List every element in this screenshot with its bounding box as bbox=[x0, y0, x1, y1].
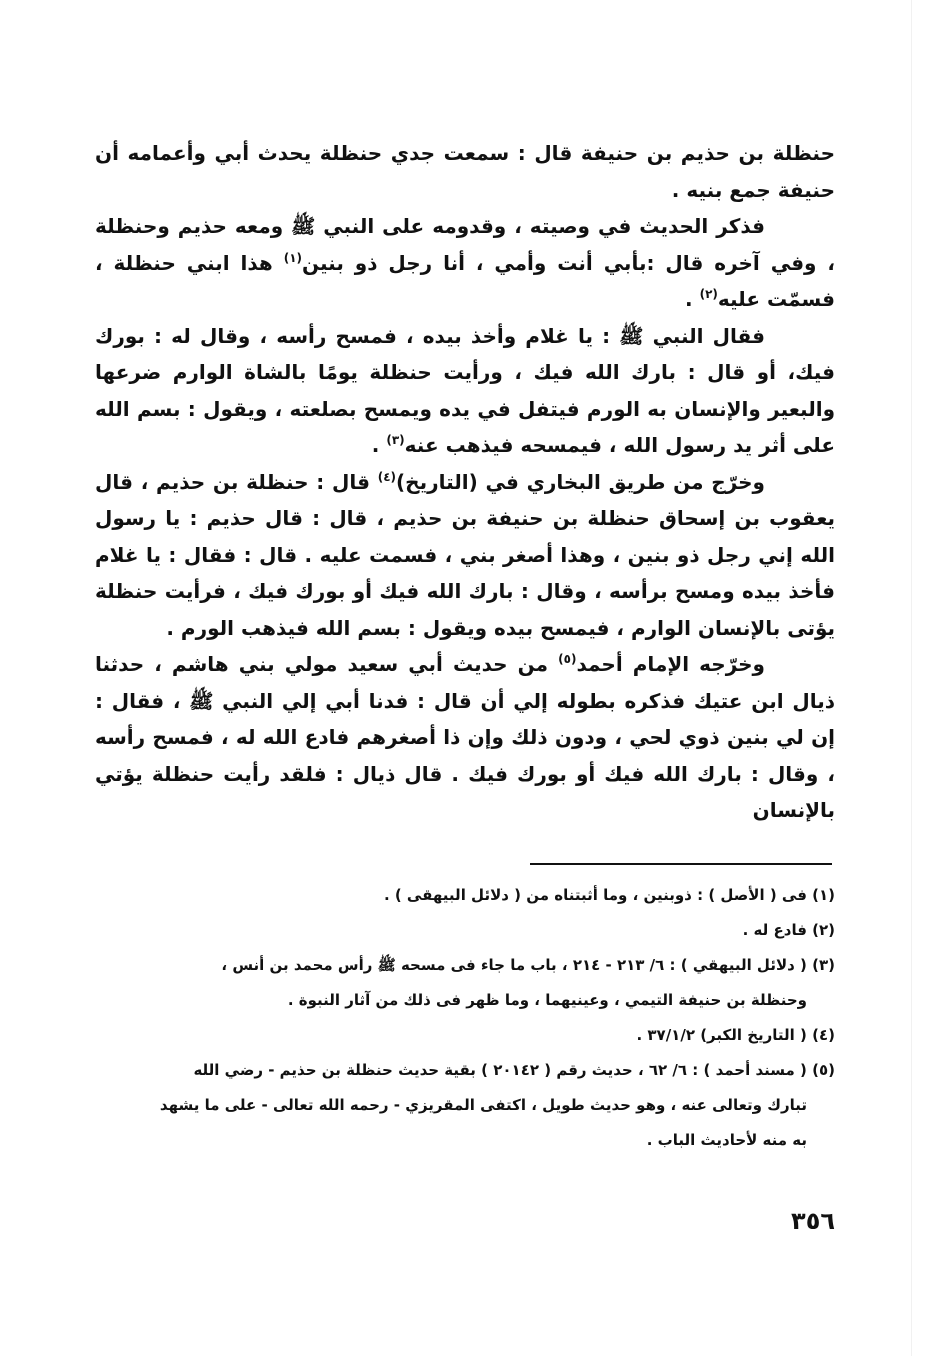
footnote-5-line-2: تبارك وتعالى عنه ، وهو حديث طويل ، اكتفى المقريزي - رحمه الله تعالى - على ما يشهد bbox=[159, 1096, 807, 1114]
footnote-separator bbox=[530, 863, 832, 865]
footnotes bbox=[100, 878, 835, 1158]
footnote-2: (٢) فادع له . bbox=[742, 921, 835, 939]
page-number: ٣٥٦ bbox=[791, 1207, 835, 1235]
scan-edge-line bbox=[911, 0, 912, 1356]
footnote-3-line-1: (٣) ( دلائل البيهقي ) : ٦/ ٢١٣ - ٢١٤ ، باب ما جاء فى مسحه ﷺ رأس محمد بن أنس ، bbox=[221, 956, 835, 974]
footnote-ref-3: (٣) bbox=[386, 433, 405, 447]
paragraph-3 bbox=[95, 318, 835, 464]
paragraph-4 bbox=[95, 464, 835, 647]
footnote-5 bbox=[100, 1053, 835, 1158]
paragraph-5-text-b: من حديث أبي سعيد مولي بني هاشم ، حدثنا ذيال ابن عتيك فذكره بطوله إلي أن قال : فدنا أبي إلي النبي ﷺ ، فقال : إن لي بنين ذوي لحي ، ودون ذلك وإن ذا أصغرهم فادع الله له ، فمسح رأسه ، وقال : بارك الله فيك أو بورك فيك . قال ذيال : فلقد رأيت حنظلة يؤتي بالإنسان bbox=[95, 652, 835, 822]
paragraph-5-text-a: وخرّجه الإمام أحمد bbox=[576, 652, 765, 676]
paragraph-1-text: حنظلة بن حذيم بن حنيفة قال : سمعت جدي حنظلة يحدث أبي وأعمامه أن حنيفة جمع بنيه . bbox=[95, 141, 835, 202]
paragraph-4-text-b: قال : حنظلة بن حذيم ، قال يعقوب بن إسحاق حنظلة بن حنيفة بن حذيم ، قال : قال حذيم : يا رسول الله إني رجل ذو بنين ، وهذا أصغر بني ، فسمت عليه . قال : فقال : يا غلام فأخذ بيده ومسح برأسه ، وقال : بارك الله فيك أو بورك فيك ، فرأيت حنظلة يؤتى بالإنسان الوارم ، فيمسح بيده ويقول : بسم الله فيذهب الورم . bbox=[95, 469, 835, 640]
footnote-ref-4: (٤) bbox=[377, 469, 397, 484]
paragraph-3-text-a: فقال النبي ﷺ : يا غلام وأخذ بيده ، فمسح رأسه ، وقال له : بورك فيك، أو قال : بارك الله فيك ، ورأيت حنظلة يومًا بالشاة الوارم ضرعها والبعير والإنسان به الورم فيتفل في يده ويمسح بصلعته ، ويقول : بسم الله على أثر يد رسول الله ، فيمسحه فيذهب عنه bbox=[95, 323, 835, 457]
paragraph-1 bbox=[95, 135, 835, 208]
paragraph-5 bbox=[95, 646, 835, 829]
paragraph-2-text-a: فذكر الحديث في وصيته ، وقدومه على النبي ﷺ ومعه حذيم وحنظلة ، وفي آخره قال :بأبي أنت وأمي ، أنا رجل ذو بنين bbox=[95, 214, 836, 275]
footnote-5-line-3: به منه لأحاديث الباب . bbox=[646, 1131, 807, 1149]
paragraph-2 bbox=[95, 208, 835, 318]
footnote-ref-2: (٢) bbox=[699, 287, 718, 301]
footnote-4: (٤) ( التاريخ الكبر) ٣٧/١/٢ . bbox=[636, 1026, 835, 1044]
footnote-5-line-1: (٥) ( مسند أحمد ) : ٦/ ٦٢ ، حديث رقم ( ٢٠١٤٢ ) بقية حديث حنظلة بن حذيم - رضي الله bbox=[193, 1061, 835, 1079]
paragraph-2-text-c: . bbox=[685, 287, 700, 311]
footnote-1: (١) فى ( الأصل ) : ذوبنين ، وما أثبتناه من ( دلائل البيهقى ) . bbox=[383, 886, 835, 904]
main-text bbox=[95, 135, 835, 829]
paragraph-4-text-a: وخرّج من طريق البخاري في (التاريخ) bbox=[396, 469, 765, 494]
paragraph-3-text-b: . bbox=[371, 433, 387, 457]
footnote-3 bbox=[100, 948, 835, 1018]
footnote-ref-5: (٥) bbox=[558, 652, 577, 666]
footnote-3-line-2: وحنظلة بن حنيفة التيمي ، وعينيهما ، وما ظهر فى ذلك من آثار النبوة . bbox=[287, 991, 807, 1009]
footnote-ref-1: (١) bbox=[283, 250, 302, 265]
paragraph-2-text-b: هذا ابني حنظلة ، فسمّت عليه bbox=[95, 250, 835, 311]
